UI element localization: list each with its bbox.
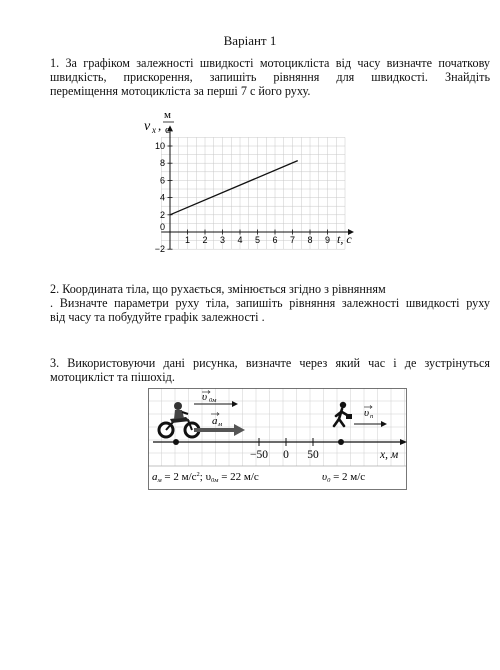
task-2-text bbox=[50, 282, 490, 325]
am-subscript: м bbox=[218, 421, 223, 428]
x-axis-label-fig: x, м bbox=[380, 449, 399, 461]
x-tick-label: 1 bbox=[184, 235, 191, 245]
velocity-line bbox=[170, 161, 298, 215]
x-tick-label: 7 bbox=[289, 235, 296, 245]
task-3-text bbox=[50, 356, 490, 384]
task-1-line-1: 1. За графіком залежності швидкості мотоцикліста від часу визначте початкову bbox=[50, 56, 490, 70]
y-axis-label-comma: , bbox=[158, 118, 162, 133]
y-tick-label: 4 bbox=[159, 192, 165, 203]
tick-label-50: 50 bbox=[307, 449, 319, 461]
task-2-line-2: . Визначте параметри руху тіла, запишіть рівняння залежності швидкості руху bbox=[50, 296, 490, 311]
x-tick-label: 3 bbox=[219, 235, 226, 245]
y-axis-label-sub: x bbox=[152, 125, 156, 135]
task-2-line-3: від часу та побудуйте графік залежності . bbox=[50, 310, 265, 325]
task-3-line-1: 3. Використовуючи дані рисунка, визначте через який час і де зустрінуться bbox=[50, 356, 490, 370]
y-tick-label: −2 bbox=[154, 244, 165, 255]
page-title: Варіант 1 bbox=[223, 33, 277, 48]
y-tick-label: 6 bbox=[159, 175, 165, 186]
meeting-figure bbox=[148, 388, 413, 490]
y-axis-unit-m: м bbox=[164, 109, 171, 121]
y-tick-label: 10 bbox=[154, 141, 165, 151]
motorcycle-icon bbox=[159, 402, 199, 437]
params-right: υ0 = 2 м/с bbox=[322, 471, 366, 484]
am-label: a bbox=[212, 415, 218, 427]
y-axis-unit-c: с bbox=[165, 124, 170, 136]
x-tick-label: 8 bbox=[307, 235, 313, 245]
task-3-line-2: мотоцикліст та пішохід. bbox=[50, 370, 175, 385]
chart-series bbox=[170, 161, 298, 215]
params-left: aм = 2 $м/с^2$; υ0м = 22 м/с bbox=[152, 471, 259, 484]
v0m-label: υ bbox=[202, 391, 208, 403]
vp-label: υ bbox=[364, 407, 370, 419]
pedestrian-position-dot bbox=[338, 439, 344, 445]
x-tick-label: 6 bbox=[272, 235, 278, 245]
x-axis-label: t, c bbox=[337, 232, 352, 246]
velocity-chart bbox=[130, 102, 370, 257]
origin-label: 0 bbox=[159, 222, 165, 232]
motorcyclist-position-dot bbox=[173, 439, 179, 445]
task-2-line-1: 2. Координата тіла, що рухається, змінюється згідно з рівнянням bbox=[50, 282, 386, 296]
v0m-subscript: 0м bbox=[209, 397, 217, 404]
y-tick-label: 8 bbox=[159, 158, 165, 169]
tick-label-minus-50: −50 bbox=[250, 449, 268, 461]
x-tick-label: 2 bbox=[202, 235, 208, 245]
x-tick-label: 5 bbox=[254, 235, 261, 245]
task-1-text bbox=[50, 56, 490, 99]
tick-label-0: 0 bbox=[283, 449, 289, 461]
y-axis-label-v: v bbox=[144, 119, 151, 134]
y-tick-label: 2 bbox=[159, 209, 165, 220]
task-1-line-3: переміщення мотоцикліста за перші 7 с його руху. bbox=[50, 84, 311, 99]
x-tick-label: 4 bbox=[237, 235, 243, 245]
task-1-line-2: швидкість, прискорення, запишіть рівняння для швидкості. Знайдіть bbox=[50, 70, 490, 85]
am-arrow bbox=[194, 428, 234, 432]
vp-subscript: п bbox=[370, 413, 374, 420]
x-tick-label: 9 bbox=[324, 235, 331, 245]
